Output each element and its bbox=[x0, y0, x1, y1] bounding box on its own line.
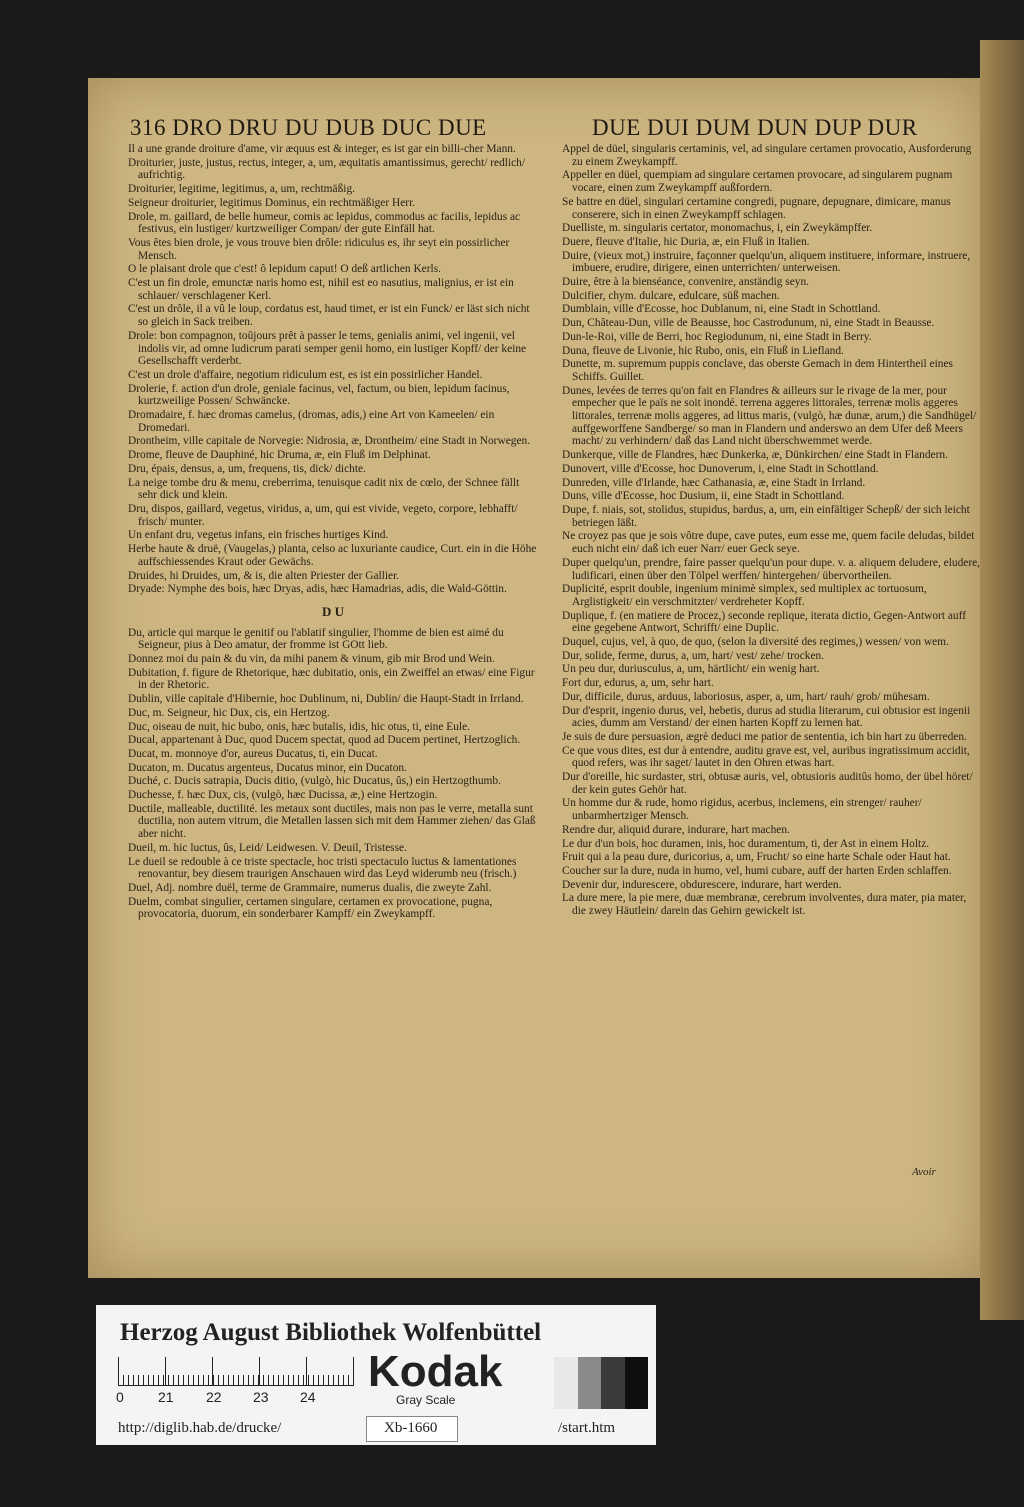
dictionary-entry: Coucher sur la dure, nuda in humo, vel, humi cubare, auff der harten Erden schlaffen. bbox=[562, 864, 952, 877]
dictionary-entry: La dure mere, la pie mere, duæ membranæ, cerebrum involventes, dura mater, pia mater, die zwey Häutlein/ darein das Gehirn gewickelt ist. bbox=[562, 892, 967, 918]
dictionary-entry: Un peu dur, duriusculus, a, um, härtlicht/ ein wenig hart. bbox=[562, 663, 820, 676]
ruler-label: 0 bbox=[116, 1389, 124, 1405]
dictionary-entry: Fort dur, edurus, a, um, sehr hart. bbox=[562, 677, 714, 690]
dictionary-entry: Drolerie, f. action d'un drole, geniale facinus, vel, factum, ou bien, lepidum facinus, kurtzweilige Possen/ Schwäncke. bbox=[128, 382, 510, 408]
url-left: http://diglib.hab.de/drucke/ bbox=[118, 1420, 282, 1436]
dictionary-entry: Droiturier, juste, justus, rectus, integer, a, um, æquitatis amantissimus, gerecht/ redlich/ aufrichtig. bbox=[128, 156, 526, 182]
ruler-major-ticks bbox=[118, 1357, 354, 1385]
dictionary-entry: Dueil, m. hic luctus, ûs, Leid/ Leidwesen. V. Deuil, Tristesse. bbox=[128, 841, 407, 854]
url-right: /start.htm bbox=[558, 1420, 616, 1436]
dictionary-entry: O le plaisant drole que c'est! ô lepidum caput! O deß artlichen Kerls. bbox=[128, 263, 441, 276]
dictionary-entry: Duelliste, m. singularis certator, monomachus, i, ein Zweykämpffer. bbox=[562, 222, 873, 235]
left-column bbox=[128, 143, 538, 922]
dictionary-entry: Rendre dur, aliquid durare, indurare, hart machen. bbox=[562, 823, 790, 836]
dictionary-entry: Duc, m. Seigneur, hic Dux, cis, ein Hertzog. bbox=[128, 706, 330, 719]
dictionary-entry: Le dueil se redouble à ce triste spectacle, hoc tristi spectaculo luctus & lamentationes renovantur, bey diesem traurigen Anschauen wird das Leyd widerumb neu (frisch.) bbox=[128, 855, 517, 881]
dictionary-entry: Dunreden, ville d'Irlande, hæc Cathanasia, æ, eine Stadt in Irrland. bbox=[562, 476, 866, 489]
dictionary-entry: Dunette, m. supremum puppis conclave, das oberste Gemach in dem Hintertheil eines Schiffs. Guillet. bbox=[562, 358, 953, 383]
gray-swatches bbox=[554, 1357, 648, 1409]
swatch bbox=[578, 1357, 602, 1409]
dictionary-entry: C'est un drôle, il a vû le loup, cordatus est, haud timet, er ist ein Funck/ er läst sich nicht so gleich in Sack treiben. bbox=[128, 303, 530, 329]
dictionary-entry: Drome, fleuve de Dauphiné, hic Druma, æ, ein Fluß im Delphinat. bbox=[128, 449, 431, 462]
dictionary-entry: Duna, fleuve de Livonie, hic Rubo, onis, ein Fluß in Liefland. bbox=[562, 344, 844, 357]
dictionary-entry: Dunes, levées de terres qu'on fait en Flandres & ailleurs sur le rivage de la mer, pour empecher que le païs ne soit inondé. terrena aggeres littorales, terrenæ molis aggeres littorales, terrenæ molis aggeres, ad littus maris, (vulgò, hæ dunæ, arum,) die Sandhügel/ auffgeworffene Sandberge/ so man in Flandern und anderswo an dem Ufer deß Meers macht/ zu verhindern/ daß das Land nicht überschwemmet werde. bbox=[562, 384, 977, 448]
dictionary-entry: Ce que vous dites, est dur à entendre, auditu grave est, vel, auribus ingratissimum accidit, quod refers, was ihr saget/ lautet in den Ohren etwas hart. bbox=[562, 744, 970, 770]
dictionary-entry: Seigneur droiturier, legitimus Dominus, ein rechtmäßiger Herr. bbox=[128, 196, 416, 209]
dictionary-entry: Herbe haute & druë, (Vaugelas,) planta, celso ac luxuriante caudice, Curt. ein in die Höhe auffschiessendes Kraut oder Gewächs. bbox=[128, 543, 537, 568]
dictionary-entry: Dru, dispos, gaillard, vegetus, viridus, a, um, qui est vivide, vegeto, corpore, lebhafft/ frisch/ munter. bbox=[128, 502, 518, 528]
dictionary-entry: Drole, m. gaillard, de belle humeur, comis ac lepidus, commodus ac facilis, lepidus ac festivus, ein lustiger/ kurtzweiliger Compan/ der gute Einfäll hat. bbox=[128, 210, 521, 236]
signature: Xb-1660 bbox=[384, 1420, 438, 1436]
dictionary-entry: Il a une grande droiture d'ame, vir æquus est & integer, es ist gar ein billi-cher Mann. bbox=[128, 143, 516, 155]
dictionary-entry: Dupe, f. niais, sot, stolidus, stupidus, bardus, a, um, ein einfältiger Schepß/ der sich leicht betriegen läßt. bbox=[562, 503, 970, 529]
dictionary-entry: Duplique, f. (en matiere de Procez,) seconde replique, iterata dictio, Gegen-Antwort auff eine gegebene Antwort, Schrifft/ eine Duplic. bbox=[562, 609, 966, 635]
card-footer bbox=[96, 1413, 656, 1445]
dictionary-entry: Duché, c. Ducis satrapia, Ducis ditio, (vulgò, hic Ducatus, ûs,) ein Hertzogthumb. bbox=[128, 775, 501, 788]
ruler-label: 23 bbox=[253, 1389, 269, 1405]
dictionary-entry: Duns, ville d'Ecosse, hoc Dusium, ii, eine Stadt in Schottland. bbox=[562, 490, 845, 503]
page-header bbox=[130, 115, 930, 143]
dictionary-entry: Dubitation, f. figure de Rhetorique, hæc dubitatio, onis, ein Zweiffel an etwas/ eine Figur in der Rhetoric. bbox=[128, 666, 535, 692]
dictionary-entry: La neige tombe dru & menu, creberrima, tenuisque cadit nix de cœlo, der Schnee fällt sehr dick und klein. bbox=[128, 476, 520, 502]
dictionary-entry: Duelm, combat singulier, certamen singulare, certamen ex provocatione, pugna, provocatoria, duorum, ein sonderbarer Kampff/ ein Zweykampff. bbox=[128, 895, 493, 921]
dictionary-entry: Dulcifier, chym. dulcare, edulcare, süß machen. bbox=[562, 289, 780, 302]
dictionary-entry: C'est un fin drole, emunctæ naris homo est, nihil est eo nasutius, malignius, er ist ein schlauer/ verschlagener Kerl. bbox=[128, 277, 514, 302]
dictionary-entry: Dublin, ville capitale d'Hibernie, hoc Dublinum, ni, Dublin/ die Haupt-Stadt in Irrland. bbox=[128, 693, 524, 706]
dictionary-entry: Duire, être à la bienséance, convenire, anständig seyn. bbox=[562, 276, 810, 289]
dictionary-entry: Duchesse, f. hæc Dux, cis, (vulgò, hæc Ducissa, æ,) eine Hertzogin. bbox=[128, 789, 438, 802]
swatch bbox=[554, 1357, 578, 1409]
swatch bbox=[625, 1357, 649, 1409]
dictionary-entry: Dur, difficile, durus, arduus, laboriosus, asper, a, um, hart/ rauh/ grob/ mühesam. bbox=[562, 690, 930, 703]
library-title: Herzog August Bibliothek Wolfenbüttel bbox=[120, 1319, 542, 1346]
dictionary-entry: Le dur d'un bois, hoc duramen, inis, hoc duramentum, ti, der Ast in einem Holtz. bbox=[562, 837, 930, 850]
dictionary-entry: Duplicité, esprit double, ingenium minimè simplex, sed multiplex ac tortuosum, Arglistigkeit/ ein verschmitzter/ verdreheter Kopff. bbox=[562, 583, 927, 608]
dictionary-entry: Dun-le-Roi, ville de Berri, hoc Regiodunum, ni, eine Stadt in Berry. bbox=[562, 330, 872, 343]
dictionary-entry: Droiturier, legitime, legitimus, a, um, rechtmäßig. bbox=[128, 183, 355, 196]
dictionary-entry: Duc, oiseau de nuit, hic bubo, onis, hæc butalis, idis, hic otus, ti, eine Eule. bbox=[128, 720, 470, 733]
dictionary-entry: Druides, hi Druides, um, & is, die alten Priester der Gallier. bbox=[128, 569, 400, 582]
dictionary-entry: Dur d'esprit, ingenio durus, vel, hebetis, durus ad studia literarum, cui obtusior est ingenii acies, dumm am Verstand/ der einen harten Kopff zu lernen hat. bbox=[562, 704, 971, 730]
dictionary-entry: Dur d'oreille, hic surdaster, stri, obtusæ auris, vel, obtusioris auditûs homo, der übel höret/ der kein gutes Gehör hat. bbox=[562, 771, 973, 796]
dictionary-entry: Duper quelqu'un, prendre, faire passer quelqu'un pour dupe. v. a. aliquem deludere, eludere, ludificari, einen über den Tölpel werffen/ hintergehen/ übervortheilen. bbox=[562, 556, 981, 582]
dictionary-entry: Ductile, malleable, ductilité. les metaux sont ductiles, mais non pas le verre, metalla sunt ductilia, non autem vitrum, die Metallen lassen sich mit dem Hammer ziehen/ das Glaß aber nicht. bbox=[128, 802, 536, 841]
dictionary-entry: Dun, Château-Dun, ville de Beausse, hoc Castrodunum, ni, eine Stadt in Beausse. bbox=[562, 317, 935, 330]
dictionary-entry: Se battre en düel, singulari certamine congredi, pugnare, depugnare, dimicare, manus conserere, sich in einen Zweykampff schlagen. bbox=[562, 195, 951, 221]
dictionary-entry: Duire, (vieux mot,) instruire, façonner quelqu'un, aliquem instituere, informare, instruere, imbuere, erudire, dirigere, einen unterrichten/ unterweisen. bbox=[562, 249, 971, 275]
dictionary-entry: Ducal, appartenant à Duc, quod Ducem spectat, quod ad Ducem pertinet, Hertzoglich. bbox=[128, 734, 521, 747]
dictionary-entry: Ducat, m. monnoye d'or, aureus Ducatus, ti, ein Ducat. bbox=[128, 747, 378, 760]
ruler-label: 21 bbox=[158, 1389, 174, 1405]
dictionary-entry: Vous êtes bien drole, je vous trouve bien drôle: ridiculus es, ihr seyt ein possirlicher Mensch. bbox=[128, 236, 510, 262]
catchword: Avoir bbox=[912, 1166, 936, 1178]
adjacent-page-edge bbox=[980, 40, 1024, 1320]
dictionary-entry: Du, article qui marque le genitif ou l'ablatif singulier, l'homme de bien est aimé du Seigneur, pius à Deo amatur, der fromme ist GOtt lieb. bbox=[128, 626, 504, 652]
dictionary-entry: Fruit qui a la peau dure, duricorius, a, um, Frucht/ so eine harte Schale oder Haut hat. bbox=[562, 851, 951, 864]
swatch bbox=[601, 1357, 625, 1409]
dictionary-entry: Drontheim, ville capitale de Norvegie: Nidrosia, æ, Drontheim/ eine Stadt in Norwegen. bbox=[128, 435, 531, 448]
dictionary-entry: Donnez moi du pain & du vin, da mihi panem & vinum, gib mir Brod und Wein. bbox=[128, 653, 495, 666]
dictionary-entry: Appeller en düel, quempiam ad singulare certamen provocare, ad singularem pugnam vocare, einen zum Zweykampff außfordern. bbox=[562, 169, 953, 195]
dictionary-entry: Devenir dur, indurescere, obdurescere, indurare, hart werden. bbox=[562, 878, 842, 891]
header-right: DUE DUI DUM DUN DUP DUR bbox=[592, 115, 918, 140]
dictionary-entry: Je suis de dure persuasion, ægrè deduci me patior de sententia, ich bin hart zu überreden. bbox=[562, 730, 967, 743]
dictionary-entry: Ducaton, m. Ducatus argenteus, Ducatus minor, ein Ducaton. bbox=[128, 761, 407, 774]
ruler-label: 22 bbox=[206, 1389, 222, 1405]
dictionary-entry: Drole: bon compagnon, toûjours prêt à passer le tems, genialis animi, vel ingenii, vel indolis vir, ad omne ludicrum parati semper genii homo, ein lustiger Kopff/ der keine Gesellschafft verderbt. bbox=[128, 329, 527, 368]
header-left: 316 DRO DRU DU DUB DUC DUE bbox=[130, 115, 487, 140]
dictionary-entry: Dromadaire, f. hæc dromas camelus, (dromas, adis,) eine Art von Kameelen/ ein Dromedari. bbox=[128, 409, 495, 434]
dictionary-entry: Duquel, cujus, vel, à quo, de quo, (selon la diversité des regimes,) wessen/ von wem. bbox=[562, 636, 949, 649]
ruler-label: 24 bbox=[300, 1389, 316, 1405]
section-heading: D U bbox=[321, 603, 345, 619]
dictionary-entry: Dur, solide, ferme, durus, a, um, hart/ vest/ zehe/ trocken. bbox=[562, 649, 825, 662]
dictionary-entry: Duere, fleuve d'Italie, hic Duria, æ, ein Fluß in Italien. bbox=[562, 235, 810, 248]
dictionary-entry: Appel de düel, singularis certaminis, vel, ad singulare certamen provocatio, Ausforderung zu einem Zweykampff. bbox=[562, 143, 972, 168]
dictionary-entry: Duel, Adj. nombre duël, terme de Grammaire, numerus dualis, die zweyte Zahl. bbox=[128, 881, 492, 894]
kodak-logo: Kodak bbox=[368, 1347, 503, 1396]
dictionary-entry: C'est un drole d'affaire, negotium ridiculum est, es ist ein possirlicher Handel. bbox=[128, 368, 483, 381]
right-column bbox=[562, 143, 982, 919]
dictionary-entry: Dunkerque, ville de Flandres, hæc Dunkerka, æ, Dünkirchen/ eine Stadt in Flandern. bbox=[562, 449, 948, 462]
dictionary-entry: Dru, épais, densus, a, um, frequens, tis, dick/ dichte. bbox=[128, 462, 366, 475]
dictionary-entry: Dumblain, ville d'Ecosse, hoc Dublanum, ni, eine Stadt in Schottland. bbox=[562, 303, 881, 316]
dictionary-entry: Un enfant dru, vegetus infans, ein frisches hurtiges Kind. bbox=[128, 529, 389, 542]
dictionary-entry: Un homme dur & rude, homo rigidus, acerbus, inclemens, ein strenger/ rauher/ unbarmhertziger Mensch. bbox=[562, 797, 922, 823]
dictionary-entry: Dryade: Nymphe des bois, hæc Dryas, adis, hæc Hamadrias, adis, die Wald-Göttin. bbox=[128, 583, 507, 596]
library-color-card bbox=[96, 1305, 656, 1445]
dictionary-entry: Dunovert, ville d'Ecosse, hoc Dunoverum, i, eine Stadt in Schottland. bbox=[562, 462, 879, 475]
dictionary-entry: Ne croyez pas que je sois vôtre dupe, cave putes, eum esse me, quem facile deludas, bildet euch nicht ein/ daß ich euer Narr/ euer Geck seye. bbox=[562, 530, 975, 556]
gray-scale-label: Gray Scale bbox=[396, 1393, 456, 1407]
